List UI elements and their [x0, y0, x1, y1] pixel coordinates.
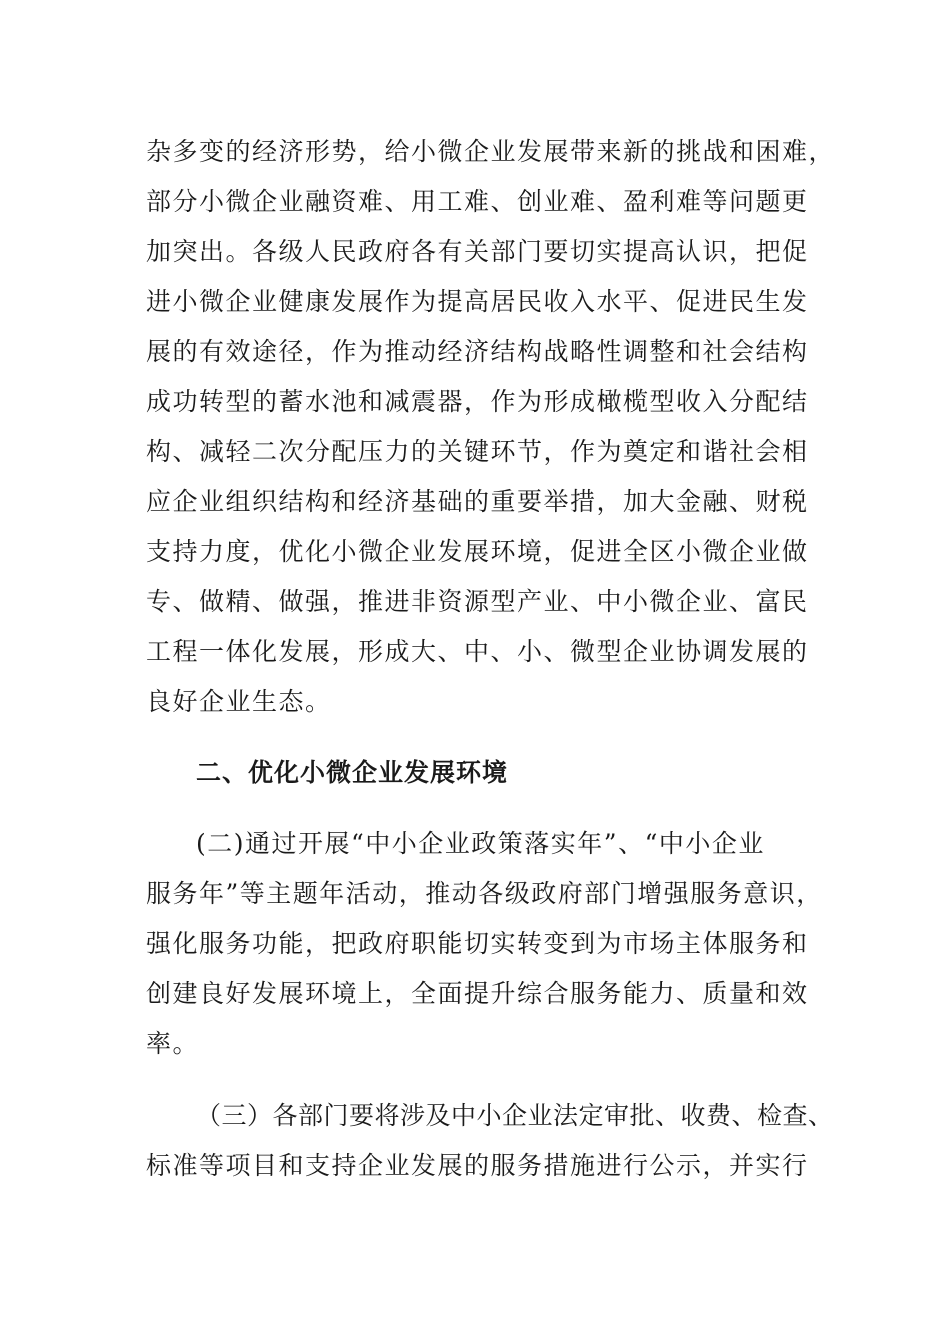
text-line: 服务年”等主题年活动，推动各级政府部门增强服务意识，: [146, 879, 823, 908]
text-line: 良好企业生态。: [146, 687, 332, 716]
text-line: 创建良好发展环境上，全面提升综合服务能力、质量和效: [146, 979, 809, 1008]
text-line: 部分小微企业融资难、用工难、创业难、盈利难等问题更: [146, 187, 809, 216]
text-line: （三）各部门要将涉及中小企业法定审批、收费、检查、: [196, 1101, 834, 1130]
text-line: 率。: [146, 1029, 200, 1058]
text-line: 构、减轻二次分配压力的关键环节，作为奠定和谐社会相: [146, 437, 809, 466]
text-line: 加突出。各级人民政府各有关部门要切实提高认识，把促: [146, 237, 809, 266]
text-line: 强化服务功能，把政府职能切实转变到为市场主体服务和: [146, 929, 809, 958]
text-line: 工程一体化发展，形成大、中、小、微型企业协调发展的: [146, 637, 809, 666]
text-line: 应企业组织结构和经济基础的重要举措，加大金融、财税: [146, 487, 809, 516]
text-line: 展的有效途径，作为推动经济结构战略性调整和社会结构: [146, 337, 809, 366]
text-line: 杂多变的经济形势，给小微企业发展带来新的挑战和困难，: [146, 137, 836, 166]
text-line: 成功转型的蓄水池和减震器，作为形成橄榄型收入分配结: [146, 387, 809, 416]
text-line: 进小微企业健康发展作为提高居民收入水平、促进民生发: [146, 287, 809, 316]
section-heading: 二、优化小微企业发展环境: [196, 758, 509, 787]
text-line: 专、做精、做强，推进非资源型产业、中小微企业、富民: [146, 587, 809, 616]
text-line: 标准等项目和支持企业发展的服务措施进行公示，并实行: [146, 1151, 809, 1180]
text-line: (二)通过开展“中小企业政策落实年”、“中小企业: [196, 829, 765, 858]
text-line: 支持力度，优化小微企业发展环境，促进全区小微企业做: [146, 537, 809, 566]
